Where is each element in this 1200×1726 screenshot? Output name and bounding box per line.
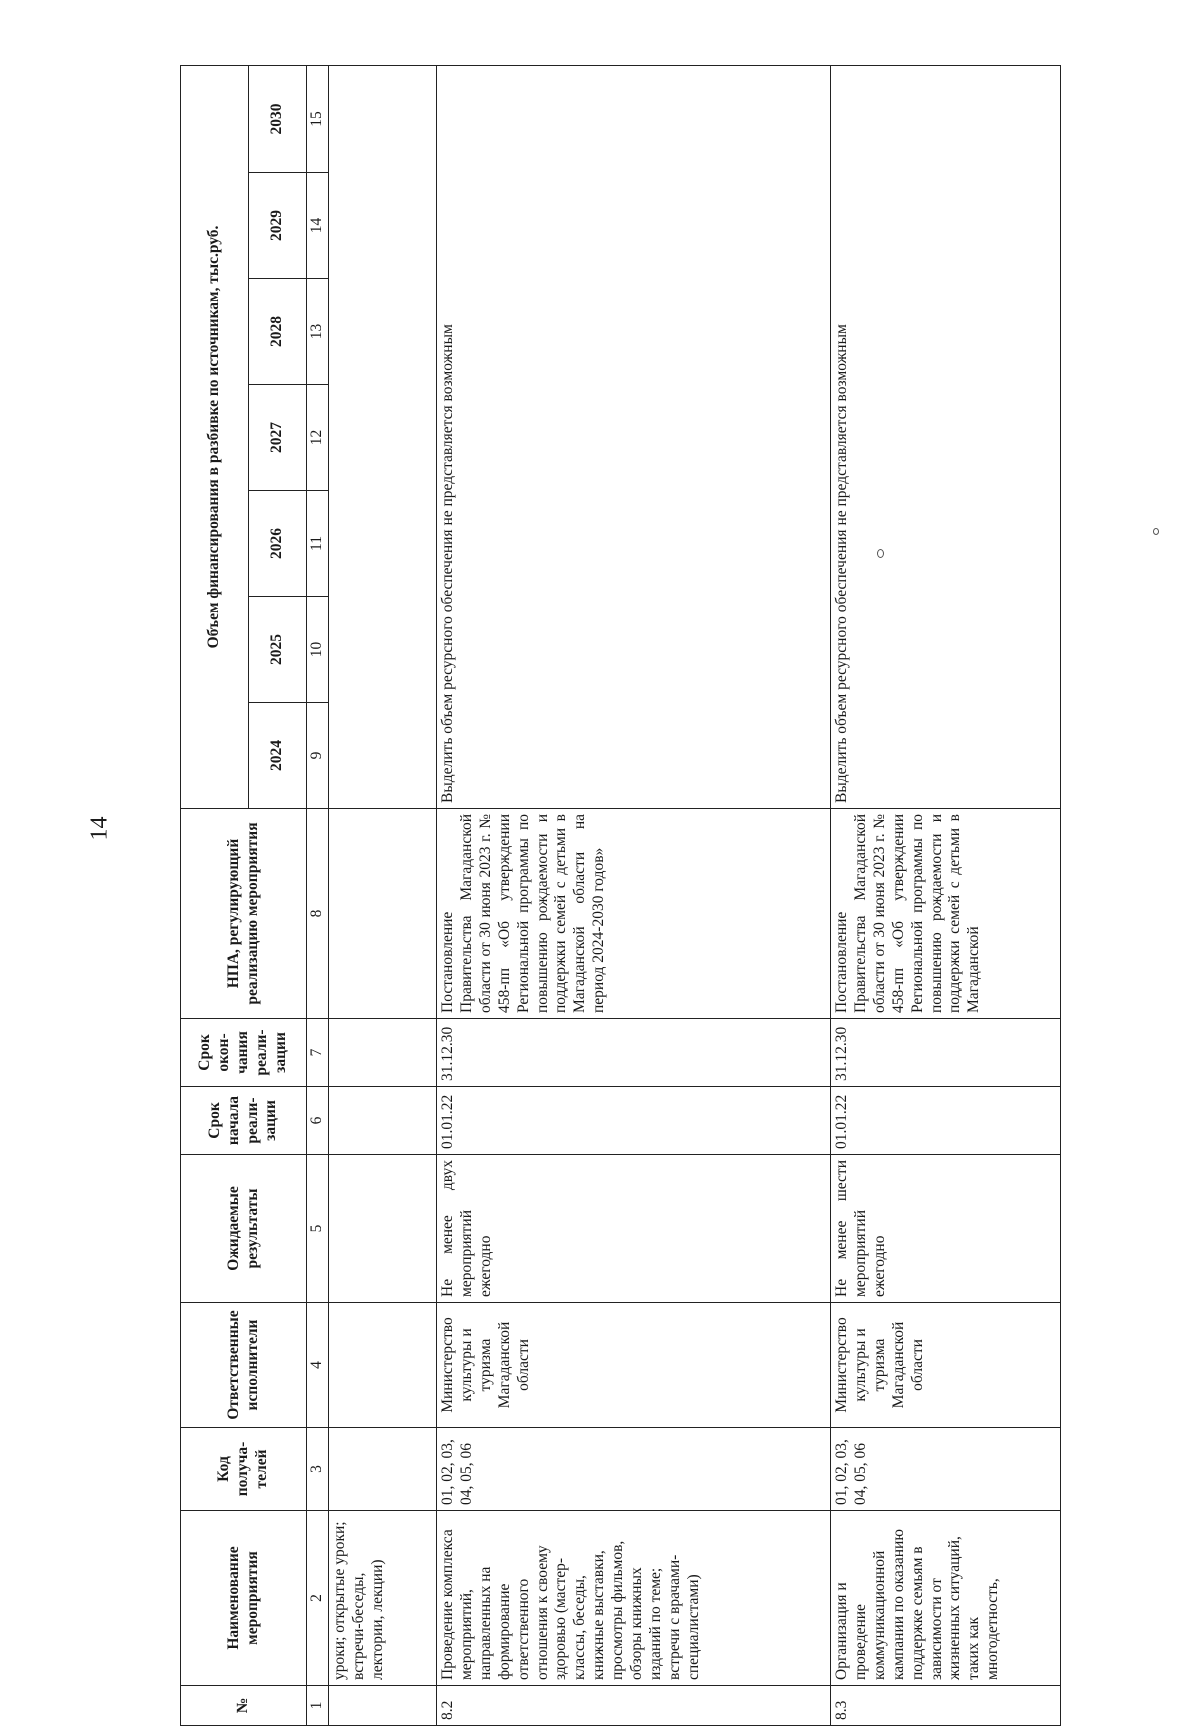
scan-speck — [1153, 528, 1159, 535]
header-start: Срок начала реали-зации — [181, 1087, 307, 1155]
row-end: 31.12.30 — [437, 1019, 831, 1087]
header-year: 2024 — [249, 703, 307, 809]
column-number: 6 — [307, 1087, 329, 1155]
row-funding: Выделить объем ресурсного обеспечения не представляется возможным — [831, 65, 1061, 808]
header-year: 2027 — [249, 385, 307, 491]
row-results: Не менее двух мероприятий ежегодно — [437, 1155, 831, 1303]
header-name: Наименование мероприятия — [181, 1511, 307, 1686]
measures-table — [180, 65, 1061, 1726]
header-year: 2028 — [249, 279, 307, 385]
row-responsible: Министерство культуры и туризма Магаданской области — [831, 1303, 1061, 1428]
column-number: 15 — [307, 65, 329, 172]
header-year: 2026 — [249, 491, 307, 597]
header-year: 2030 — [249, 65, 307, 172]
row-code: 01, 02, 03, 04, 05, 06 — [437, 1428, 831, 1511]
column-number: 10 — [307, 597, 329, 703]
row-end — [329, 1019, 437, 1087]
row-num: 8.3 — [831, 1686, 1061, 1726]
row-results: Не менее шести мероприятий ежегодно — [831, 1155, 1061, 1303]
row-npa — [329, 809, 437, 1019]
row-name: уроки; открытые уроки; встречи-беседы, лектории, лекции) — [329, 1511, 437, 1686]
page-number: 14 — [86, 816, 113, 841]
row-start — [329, 1087, 437, 1155]
row-funding — [329, 65, 437, 808]
column-number: 7 — [307, 1019, 329, 1087]
header-results: Ожидаемые результаты — [181, 1155, 307, 1303]
column-number: 4 — [307, 1303, 329, 1428]
column-number: 8 — [307, 809, 329, 1019]
header-year: 2025 — [249, 597, 307, 703]
header-end: Срок окон-чания реали-зации — [181, 1019, 307, 1087]
table-row — [831, 65, 1061, 1725]
table-row — [437, 65, 831, 1725]
row-npa: Постановление Правительства Магаданской области от 30 июня 2023 г. № 458-пп «Об утверждении Региональной программы по повышению рождаемости и поддержки семей с детьми в Магаданской — [831, 809, 1061, 1019]
document-area — [180, 66, 1200, 1726]
column-number: 2 — [307, 1511, 329, 1686]
column-number: 9 — [307, 703, 329, 809]
header-code: Код получа-телей — [181, 1428, 307, 1511]
header-funding: Объем финансирования в разбивке по источникам, тыс.руб. — [181, 65, 249, 808]
row-num — [329, 1686, 437, 1726]
row-start: 01.01.22 — [437, 1087, 831, 1155]
column-number: 3 — [307, 1428, 329, 1511]
column-number: 12 — [307, 385, 329, 491]
header-npa: НПА, регулирующий реализацию мероприятия — [181, 809, 307, 1019]
row-responsible: Министерство культуры и туризма Магаданской области — [437, 1303, 831, 1428]
header-year: 2029 — [249, 173, 307, 279]
row-num: 8.2 — [437, 1686, 831, 1726]
row-name: Проведение комплекса мероприятий, направленных на формирование ответственного отношения к своему здоровью (мастер-классы, беседы, книжные выставки, просмотры фильмов, обзоры книжных изданий по теме; встречи с врачами-специалистами) — [437, 1511, 831, 1686]
row-end: 31.12.30 — [831, 1019, 1061, 1087]
row-code: 01, 02, 03, 04, 05, 06 — [831, 1428, 1061, 1511]
column-number-row — [307, 65, 329, 1725]
row-start: 01.01.22 — [831, 1087, 1061, 1155]
row-name: Организация и проведение коммуникационной кампании по оказанию поддержке семьям в зависимости от жизненных ситуаций, таких как многодетность, — [831, 1511, 1061, 1686]
column-number: 11 — [307, 491, 329, 597]
column-number: 14 — [307, 173, 329, 279]
column-number: 13 — [307, 279, 329, 385]
header-num: № — [181, 1686, 307, 1726]
row-results — [329, 1155, 437, 1303]
header-responsible: Ответственные исполнители — [181, 1303, 307, 1428]
table-row — [329, 65, 437, 1725]
row-npa: Постановление Правительства Магаданской области от 30 июня 2023 г. № 458-пп «Об утверждении Региональной программы по повышению рождаемости и поддержки семей с детьми в Магаданской области на период 2024-2030 годов» — [437, 809, 831, 1019]
column-number: 5 — [307, 1155, 329, 1303]
row-code — [329, 1428, 437, 1511]
row-funding: Выделить объем ресурсного обеспечения не представляется возможным — [437, 65, 831, 808]
row-responsible — [329, 1303, 437, 1428]
column-number: 1 — [307, 1686, 329, 1726]
scan-speck — [877, 549, 884, 558]
rotated-table-container — [180, 66, 1200, 1726]
